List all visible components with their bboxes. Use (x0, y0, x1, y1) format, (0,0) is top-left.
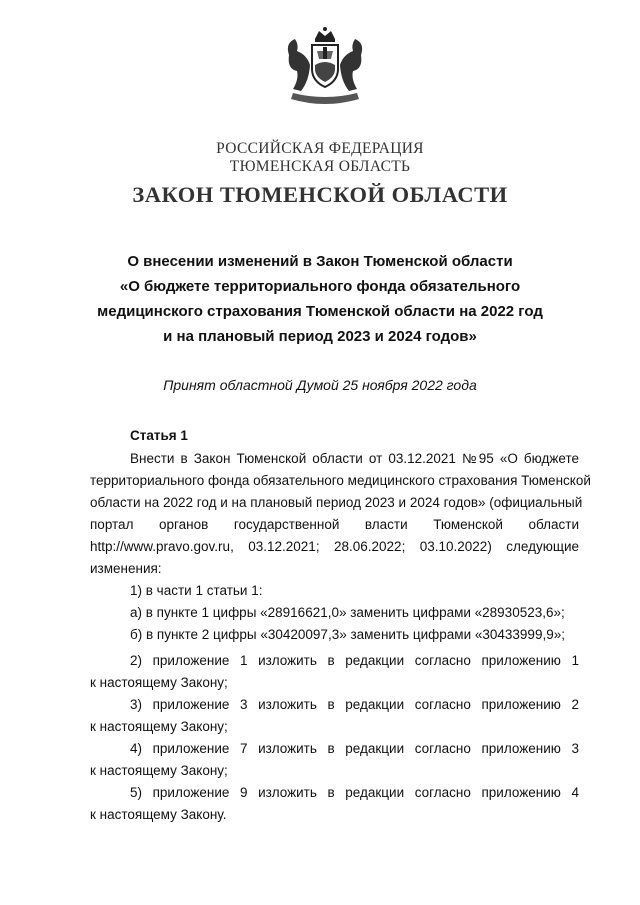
amendment-item: а) в пункте 1 цифры «28916621,0» заменить цифрами «28930523,6»; (130, 605, 565, 620)
law-title-line: «О бюджете территориального фонда обязательного (119, 278, 521, 295)
law-title-line: и на плановый период 2023 и 2024 годов» (163, 328, 477, 345)
article-text-line: Внести в Закон Тюменской области от 03.12.2021 №95 «О бюджете (130, 451, 579, 466)
article-text-line: http://www.pravo.gov.ru, 03.12.2021; 28.06.2022; 03.10.2022) следующие (90, 539, 579, 554)
article-text-line: области на 2022 год и на плановый период 2023 и 2024 годов» (официальный (90, 495, 583, 510)
amendment-item-continuation: к настоящему Закону; (90, 763, 228, 778)
document-type-heading: ЗАКОН ТЮМЕНСКОЙ ОБЛАСТИ (132, 182, 508, 207)
amendment-item: 2) приложение 1 изложить в редакции согласно приложению 1 (130, 653, 579, 668)
amendment-item: 3) приложение 3 изложить в редакции согласно приложению 2 (130, 697, 579, 712)
amendment-item-continuation: к настоящему Закону. (90, 807, 227, 822)
article-text-line: территориального фонда обязательного медицинского страхования Тюменской (90, 473, 591, 488)
article-text-line: портал органов государственной власти Тюменской области (90, 517, 579, 532)
amendment-item: 1) в части 1 статьи 1: (130, 583, 263, 598)
adoption-note: Принят областной Думой 25 ноября 2022 года (163, 377, 477, 393)
amendment-item: 5) приложение 9 изложить в редакции согласно приложению 4 (130, 785, 579, 800)
header-country: РОССИЙСКАЯ ФЕДЕРАЦИЯ (216, 140, 424, 157)
amendment-item-continuation: к настоящему Закону; (90, 719, 228, 734)
amendment-item: б) в пункте 2 цифры «30420097,3» заменить цифрами «30433999,9»; (130, 627, 565, 642)
article-heading: Статья 1 (130, 428, 188, 443)
article-text-line: изменения: (90, 561, 162, 576)
tyumen-coat-of-arms-icon (279, 25, 371, 109)
header-region: ТЮМЕНСКАЯ ОБЛАСТЬ (229, 158, 411, 175)
law-title-line: О внесении изменений в Закон Тюменской области (127, 253, 513, 270)
law-title-line: медицинского страхования Тюменской области на 2022 год (97, 303, 543, 320)
amendment-item: 4) приложение 7 изложить в редакции согласно приложению 3 (130, 741, 579, 756)
amendment-item-continuation: к настоящему Закону; (90, 675, 228, 690)
